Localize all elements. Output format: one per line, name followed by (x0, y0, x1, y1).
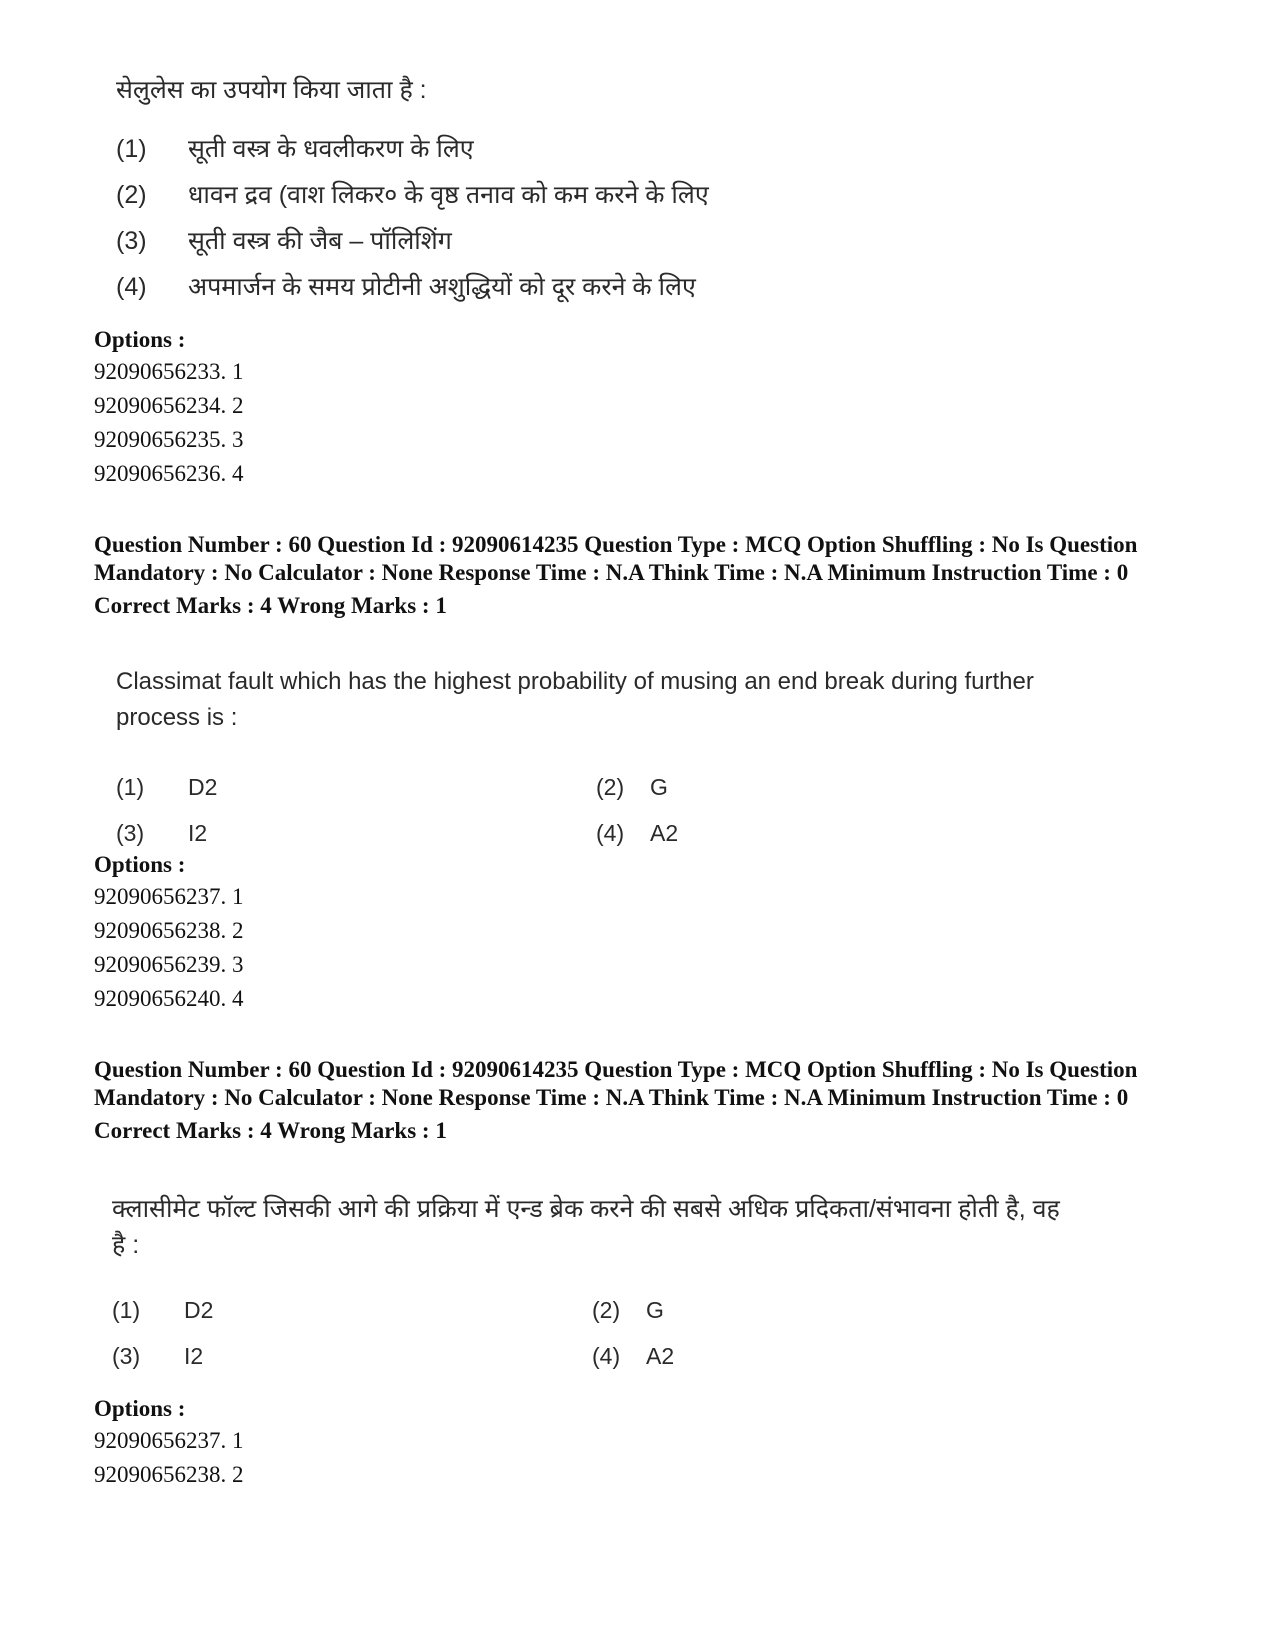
q59-option-3 (116, 218, 876, 264)
q60-hi-option-row (112, 1287, 1072, 1333)
q59-question-block (116, 72, 876, 310)
q60-hi-options-list (94, 1394, 244, 1492)
option-id: 92090656239. 3 (94, 952, 244, 977)
option-number: (2) (592, 1297, 621, 1323)
option-text: I2 (188, 820, 208, 846)
q60-hi-option-row (112, 1333, 1072, 1379)
option-text: G (646, 1297, 664, 1323)
question-meta: Question Number : 60 Question Id : 92090614235 Question Type : MCQ Option Shuffling : No Is Question Mandatory : No Calculator : None Response Time : N.A Think Time : N.A Minimum Instruction Time : 0 (94, 1057, 1138, 1110)
q60-hi-option-4 (592, 1333, 1072, 1379)
q59-option-4 (116, 264, 876, 310)
option-number: (1) (116, 135, 147, 163)
option-number: (4) (596, 820, 625, 846)
option-text: सूती वस्त्र के धवलीकरण के लिए (188, 135, 474, 163)
option-number: (3) (116, 227, 147, 255)
option-number: (4) (116, 273, 147, 301)
q60-en-stem: Classimat fault which has the highest probability of musing an end break during further process is : (116, 668, 1034, 731)
option-id: 92090656233. 1 (94, 359, 244, 384)
options-heading: Options : (94, 327, 186, 352)
q60-en-option-1 (116, 764, 596, 810)
option-id: 92090656237. 1 (94, 884, 244, 909)
option-text: A2 (650, 820, 679, 846)
option-text: अपमार्जन के समय प्रोटीनी अशुद्धियों को दूर करने के लिए (188, 273, 696, 301)
question-meta: Question Number : 60 Question Id : 92090614235 Question Type : MCQ Option Shuffling : No Is Question Mandatory : No Calculator : None Response Time : N.A Think Time : N.A Minimum Instruction Time : 0 (94, 532, 1138, 585)
options-heading: Options : (94, 852, 186, 877)
option-id: 92090656238. 2 (94, 1462, 244, 1487)
option-id: 92090656240. 4 (94, 986, 244, 1011)
q60-en-option-2 (596, 764, 1076, 810)
option-number: (2) (596, 774, 625, 800)
q59-stem: सेलुलेस का उपयोग किया जाता है : (116, 76, 427, 104)
option-text: सूती वस्त्र की जैब – पॉलिशिंग (188, 227, 452, 255)
option-number: (2) (116, 181, 147, 209)
q59-option-2 (116, 172, 876, 218)
q60-en-meta-block (94, 531, 1184, 621)
option-text: I2 (184, 1343, 204, 1369)
option-text: धावन द्रव (वाश लिकर० के वृष्ठ तनाव को कम करने के लिए (188, 181, 709, 209)
option-id: 92090656237. 1 (94, 1428, 244, 1453)
q60-en-options-list (94, 850, 244, 1016)
q60-en-option-row (116, 764, 1076, 810)
option-id: 92090656238. 2 (94, 918, 244, 943)
option-number: (3) (112, 1343, 141, 1369)
q60-hi-stem: क्लासीमेट फॉल्ट जिसकी आगे की प्रक्रिया में एन्ड ब्रेक करने की सबसे अधिक प्रदिकता/संभावना होती है, वह है : (112, 1195, 1060, 1259)
q60-hi-option-1 (112, 1287, 592, 1333)
option-number: (1) (112, 1297, 141, 1323)
q60-en-option-row (116, 810, 1076, 856)
option-number: (3) (116, 820, 145, 846)
q60-hi-meta-block (94, 1056, 1184, 1146)
q59-option-1 (116, 126, 876, 172)
question-marks: Correct Marks : 4 Wrong Marks : 1 (94, 1118, 447, 1143)
option-id: 92090656234. 2 (94, 393, 244, 418)
q60-en-question-block (116, 664, 1076, 856)
option-number: (4) (592, 1343, 621, 1369)
q60-hi-question-block (112, 1191, 1072, 1379)
q60-en-option-4 (596, 810, 1076, 856)
question-marks: Correct Marks : 4 Wrong Marks : 1 (94, 593, 447, 618)
option-text: D2 (184, 1297, 214, 1323)
q59-options-list (94, 325, 244, 491)
option-number: (1) (116, 774, 145, 800)
option-text: A2 (646, 1343, 675, 1369)
options-heading: Options : (94, 1396, 186, 1421)
option-text: D2 (188, 774, 218, 800)
option-id: 92090656236. 4 (94, 461, 244, 486)
option-id: 92090656235. 3 (94, 427, 244, 452)
q60-hi-option-3 (112, 1333, 592, 1379)
q60-hi-option-2 (592, 1287, 1072, 1333)
option-text: G (650, 774, 668, 800)
